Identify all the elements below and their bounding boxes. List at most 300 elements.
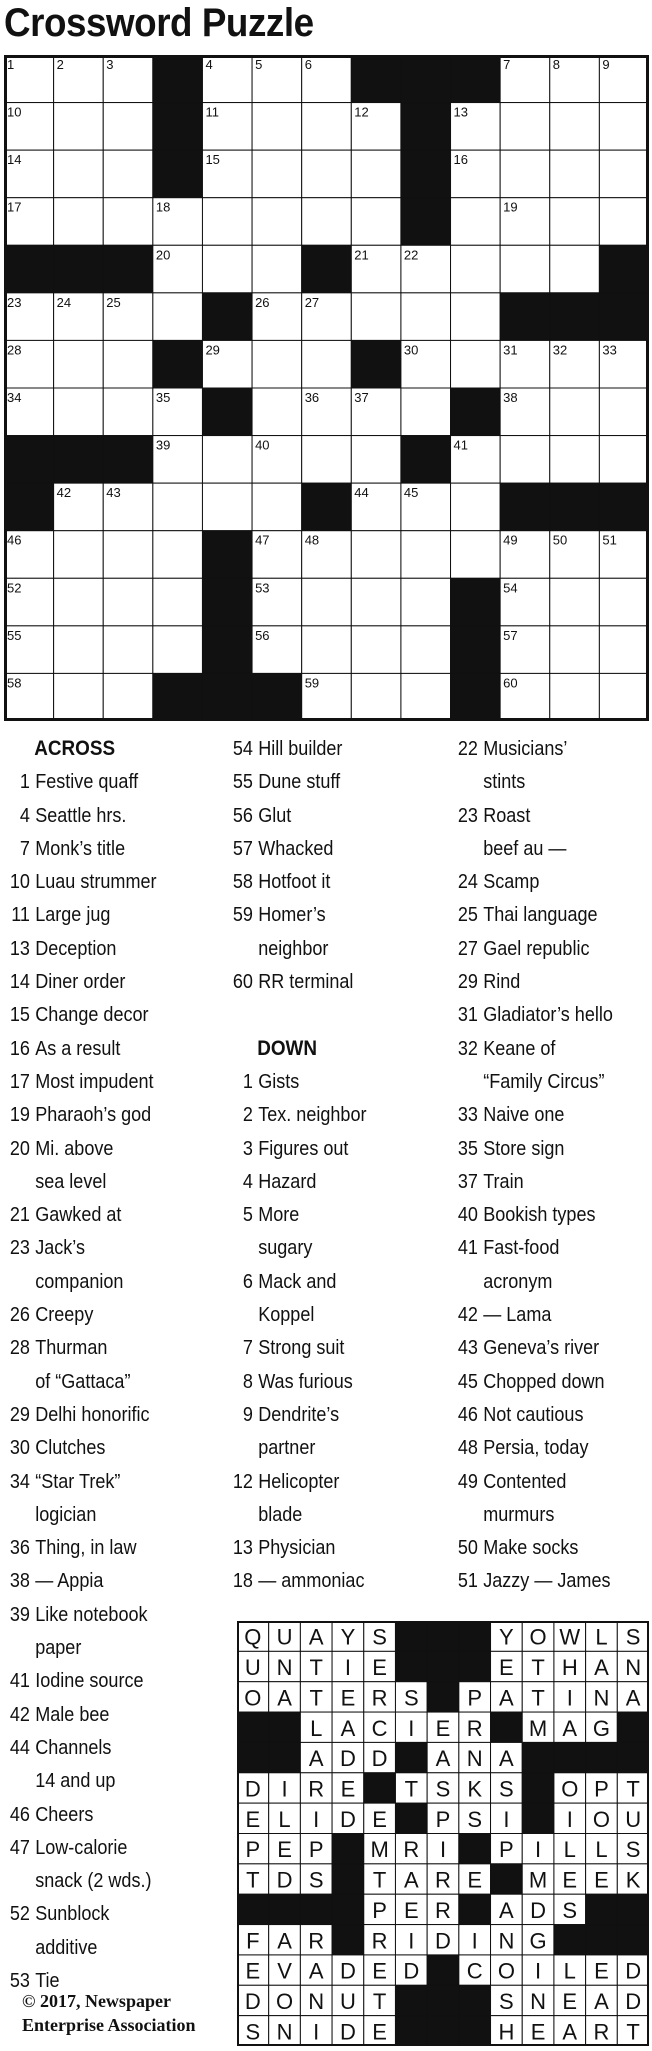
solution-letter: T — [404, 1776, 419, 1802]
solution-letter: E — [372, 1806, 387, 1832]
grid-number: 18 — [155, 199, 171, 215]
solution-cell-black — [617, 1925, 649, 1955]
clue-number: 46 — [457, 1402, 478, 1426]
clue-text: Like notebook — [35, 1602, 148, 1626]
grid-cell[interactable] — [103, 531, 153, 579]
clue-text: “Star Trek” — [35, 1469, 121, 1493]
solution-letter: D — [339, 2019, 356, 2045]
grid-cell[interactable] — [103, 626, 153, 674]
clue-item — [223, 1065, 411, 1098]
grid-cell[interactable] — [351, 531, 401, 579]
solution-cell-black — [617, 1894, 649, 1924]
clue-number: 13 — [232, 1536, 253, 1560]
grid-cell[interactable] — [54, 103, 104, 151]
clue-item — [0, 1664, 188, 1697]
clue-continuation — [0, 1631, 188, 1664]
grid-cell[interactable] — [252, 483, 302, 531]
grid-cell[interactable] — [599, 103, 649, 151]
clue-text: of “Gattaca” — [35, 1369, 131, 1393]
grid-number: 58 — [7, 675, 22, 691]
grid-cell[interactable] — [351, 198, 401, 246]
clue-column-3 — [448, 732, 652, 1598]
clue-item — [0, 1598, 188, 1631]
solution-cell-black — [427, 1621, 459, 1651]
solution-letter: D — [371, 1746, 388, 1772]
grid-cell[interactable] — [351, 436, 401, 484]
clue-text: logician — [35, 1502, 97, 1526]
grid-cell[interactable] — [153, 293, 203, 341]
grid-cell[interactable] — [500, 436, 550, 484]
grid-number: 28 — [7, 342, 22, 358]
grid-number: 29 — [205, 342, 220, 358]
clue-number: 25 — [457, 903, 478, 927]
clue-text: additive — [35, 1935, 98, 1959]
clue-text: Naive one — [483, 1103, 565, 1127]
clue-text: Creepy — [35, 1303, 94, 1327]
grid-number: 27 — [304, 294, 320, 310]
clue-number: 1 — [19, 770, 30, 794]
clue-text: Physician — [258, 1536, 336, 1560]
solution-cell-black — [491, 1712, 523, 1742]
grid-cell[interactable] — [103, 388, 153, 436]
solution-letter: D — [435, 1928, 451, 1954]
clue-number: 35 — [457, 1136, 478, 1160]
grid-number: 11 — [205, 104, 219, 120]
solution-cell-black — [554, 1742, 586, 1772]
grid-cell[interactable] — [302, 198, 352, 246]
grid-cell[interactable] — [252, 103, 302, 151]
solution-letter: I — [535, 1837, 542, 1863]
clue-number: 29 — [457, 970, 478, 994]
clue-text: Persia, today — [483, 1436, 589, 1460]
grid-cell-black — [153, 103, 203, 151]
grid-number: 9 — [602, 57, 610, 72]
clue-item — [448, 965, 636, 998]
grid-cell[interactable] — [54, 388, 104, 436]
clue-number: 42 — [9, 1702, 30, 1726]
grid-cell[interactable] — [351, 293, 401, 341]
grid-cell[interactable] — [103, 673, 153, 721]
grid-number: 10 — [7, 104, 22, 120]
clue-text: Make socks — [483, 1536, 579, 1560]
solution-letter: R — [308, 1776, 325, 1802]
grid-number: 38 — [503, 390, 518, 405]
clue-number: 50 — [457, 1536, 478, 1560]
grid-cell[interactable] — [351, 673, 401, 721]
grid-cell[interactable] — [401, 388, 451, 436]
grid-cell[interactable] — [550, 245, 600, 293]
clue-item — [0, 998, 188, 1031]
solution-letter: G — [529, 1928, 547, 1954]
clue-item — [0, 799, 188, 832]
solution-letter: E — [245, 1806, 261, 1832]
solution-letter: O — [275, 1988, 294, 2014]
solution-letter: D — [403, 1958, 420, 1984]
clue-text: Tex. neighbor — [258, 1103, 367, 1127]
clue-text: Was furious — [258, 1369, 353, 1393]
clue-number: 24 — [457, 870, 478, 894]
grid-cell[interactable] — [451, 483, 501, 531]
clue-number: 19 — [9, 1103, 30, 1127]
solution-cell-black — [332, 1864, 364, 1894]
grid-number: 51 — [602, 532, 617, 548]
grid-number: 25 — [106, 294, 121, 310]
clue-number: 42 — [457, 1303, 478, 1327]
solution-cell-black — [491, 1864, 523, 1894]
grid-number: 49 — [503, 532, 518, 548]
grid-cell[interactable] — [599, 150, 649, 198]
solution-letter: L — [563, 1958, 576, 1984]
clue-number: 45 — [457, 1369, 478, 1393]
clue-number: 30 — [9, 1436, 30, 1460]
solution-letter: Y — [340, 1624, 356, 1650]
clue-number: 26 — [9, 1303, 30, 1327]
solution-letter: D — [276, 1867, 293, 1893]
clue-item — [448, 1465, 636, 1498]
solution-letter: I — [566, 1806, 573, 1832]
clue-number: 28 — [9, 1336, 30, 1360]
clue-item — [448, 1398, 636, 1431]
grid-cell[interactable] — [252, 150, 302, 198]
grid-cell-black — [202, 626, 252, 674]
solution-letter: L — [310, 1715, 323, 1741]
solution-letter: P — [594, 1776, 609, 1802]
clue-text: Helicopter — [258, 1469, 340, 1493]
solution-cell-black — [617, 1742, 649, 1772]
solution-letter: T — [372, 1988, 387, 2014]
clue-item — [0, 932, 188, 965]
grid-cell[interactable] — [302, 578, 352, 626]
solution-letter: I — [344, 1655, 351, 1681]
grid-number: 12 — [354, 104, 369, 120]
clue-number: 6 — [242, 1269, 253, 1293]
solution-cell-black — [427, 1985, 459, 2015]
grid-number: 22 — [403, 247, 419, 263]
clue-item — [223, 1531, 411, 1564]
clue-number: 23 — [9, 1236, 30, 1260]
grid-cell[interactable] — [54, 340, 104, 388]
solution-grid-svg — [237, 1621, 649, 2046]
solution-cell-black — [332, 1925, 364, 1955]
clue-number: 59 — [232, 903, 253, 927]
grid-cell[interactable] — [54, 673, 104, 721]
copyright-line: Enterprise Association — [22, 2015, 196, 2035]
grid-number: 42 — [56, 485, 72, 501]
grid-cell-black — [599, 245, 649, 293]
crossword-grid[interactable] — [4, 55, 649, 721]
grid-cell[interactable] — [550, 436, 600, 484]
solution-letter: N — [625, 1655, 642, 1681]
solution-letter: T — [626, 1776, 640, 1802]
clue-item — [448, 1231, 636, 1264]
grid-cell-black — [4, 245, 54, 293]
grid-cell[interactable] — [550, 103, 600, 151]
grid-number: 5 — [255, 57, 263, 72]
solution-letter: T — [246, 1867, 260, 1893]
grid-number: 19 — [503, 199, 518, 215]
grid-cell[interactable] — [54, 150, 104, 198]
grid-cell[interactable] — [202, 483, 252, 531]
grid-number: 3 — [106, 57, 114, 72]
clue-text: Whacked — [258, 836, 334, 860]
grid-cell[interactable] — [302, 103, 352, 151]
clue-continuation — [0, 1498, 188, 1531]
solution-letter: I — [408, 1928, 415, 1954]
grid-cell[interactable] — [302, 340, 352, 388]
solution-cell-black — [617, 1712, 649, 1742]
grid-cell-black — [153, 340, 203, 388]
solution-letter: Y — [499, 1624, 514, 1650]
grid-cell-black — [401, 436, 451, 484]
grid-cell[interactable] — [153, 578, 203, 626]
grid-number: 44 — [354, 485, 369, 501]
clue-text: Channels — [35, 1735, 112, 1759]
solution-grid — [237, 1621, 649, 2046]
solution-letter: N — [466, 1746, 483, 1772]
grid-cell[interactable] — [599, 673, 649, 721]
solution-letter: E — [372, 2019, 387, 2045]
grid-cell-black — [54, 245, 104, 293]
solution-letter: I — [471, 1928, 478, 1954]
grid-cell[interactable] — [451, 245, 501, 293]
solution-letter: E — [372, 1958, 387, 1984]
solution-letter: D — [339, 1746, 356, 1772]
grid-cell[interactable] — [54, 198, 104, 246]
grid-cell[interactable] — [202, 198, 252, 246]
clue-continuation — [448, 1065, 636, 1098]
grid-cell[interactable] — [252, 340, 302, 388]
solution-cell-black — [459, 1651, 491, 1681]
clue-number: 7 — [19, 836, 30, 860]
clue-item — [448, 898, 636, 931]
grid-cell[interactable] — [401, 673, 451, 721]
clue-continuation — [0, 1165, 188, 1198]
clue-text: Gael republic — [483, 936, 590, 960]
solution-letter: I — [408, 1715, 415, 1741]
grid-cell[interactable] — [103, 340, 153, 388]
grid-cell[interactable] — [451, 340, 501, 388]
solution-letter: P — [372, 1897, 387, 1923]
clue-text: Glut — [258, 803, 292, 827]
grid-cell-black — [153, 55, 203, 103]
grid-number: 21 — [354, 247, 369, 263]
solution-cell-black — [237, 1894, 269, 1924]
grid-cell[interactable] — [351, 150, 401, 198]
grid-cell[interactable] — [202, 436, 252, 484]
grid-cell[interactable] — [451, 293, 501, 341]
grid-cell[interactable] — [153, 483, 203, 531]
grid-cell[interactable] — [302, 626, 352, 674]
grid-cell[interactable] — [550, 198, 600, 246]
clue-number: 55 — [232, 770, 253, 794]
grid-cell[interactable] — [252, 198, 302, 246]
clue-item — [0, 1331, 188, 1364]
clue-item — [0, 1098, 188, 1131]
solution-letter: A — [403, 1867, 419, 1893]
clue-text: Sunblock — [35, 1902, 110, 1926]
grid-number: 8 — [552, 57, 561, 72]
clue-item — [0, 1465, 188, 1498]
solution-letter: I — [439, 1837, 447, 1863]
clue-item — [0, 1298, 188, 1331]
crossword-grid-svg[interactable] — [4, 55, 649, 721]
grid-cell-black — [401, 55, 451, 103]
clue-item — [223, 865, 411, 898]
solution-letter: Q — [244, 1624, 262, 1650]
grid-cell[interactable] — [599, 198, 649, 246]
solution-letter: S — [372, 1624, 387, 1650]
solution-letter: R — [593, 2019, 610, 2045]
grid-cell[interactable] — [451, 198, 501, 246]
grid-cell[interactable] — [103, 578, 153, 626]
grid-cell-black — [202, 531, 252, 579]
clue-item — [448, 1331, 636, 1364]
solution-letter: H — [561, 1655, 578, 1681]
solution-letter: T — [309, 1685, 323, 1711]
grid-cell-black — [451, 578, 501, 626]
grid-cell[interactable] — [54, 578, 104, 626]
solution-letter: I — [566, 1685, 573, 1711]
solution-letter: R — [371, 1685, 388, 1711]
solution-letter: A — [435, 1746, 451, 1772]
grid-cell-black — [451, 626, 501, 674]
clue-text: murmurs — [483, 1502, 555, 1526]
clue-text: Bookish types — [483, 1203, 596, 1227]
grid-number: 59 — [304, 675, 320, 691]
clue-item — [448, 932, 636, 965]
clue-item — [0, 1198, 188, 1231]
clue-text: As a result — [35, 1036, 121, 1060]
solution-letter: E — [594, 1958, 609, 1984]
solution-cell-black — [427, 1651, 459, 1681]
grid-cell[interactable] — [451, 531, 501, 579]
solution-cell-black — [522, 1773, 554, 1803]
clue-number: 14 — [9, 970, 30, 994]
solution-letter: T — [309, 1655, 323, 1681]
grid-cell[interactable] — [153, 531, 203, 579]
clue-text: RR terminal — [258, 970, 354, 994]
clue-text: Festive quaff — [35, 770, 139, 794]
clue-text: sea level — [35, 1169, 107, 1193]
grid-cell[interactable] — [252, 388, 302, 436]
grid-cell-black — [252, 673, 302, 721]
grid-cell[interactable] — [252, 245, 302, 293]
grid-cell-black — [351, 55, 401, 103]
solution-letter: E — [562, 1988, 578, 2014]
clue-text: Cheers — [35, 1802, 94, 1826]
solution-letter: E — [277, 1837, 292, 1863]
solution-letter: A — [308, 1958, 324, 1984]
grid-cell[interactable] — [351, 578, 401, 626]
grid-cell-black — [401, 150, 451, 198]
clue-text: Delhi honorific — [35, 1402, 150, 1426]
clue-number: 54 — [232, 737, 253, 760]
solution-letter: O — [244, 1685, 262, 1711]
grid-cell[interactable] — [500, 150, 550, 198]
grid-cell-black — [599, 293, 649, 341]
grid-cell[interactable] — [401, 531, 451, 579]
solution-cell-black — [427, 1955, 459, 1985]
solution-letter: O — [529, 1624, 547, 1650]
grid-cell-black — [4, 436, 54, 484]
grid-cell[interactable] — [302, 150, 352, 198]
grid-cell[interactable] — [351, 626, 401, 674]
clue-text: acronym — [483, 1269, 553, 1293]
grid-cell[interactable] — [54, 531, 104, 579]
grid-cell[interactable] — [103, 103, 153, 151]
grid-cell[interactable] — [599, 626, 649, 674]
grid-cell[interactable] — [550, 626, 600, 674]
solution-letter: L — [595, 1837, 608, 1863]
clue-continuation — [223, 1498, 411, 1531]
grid-number: 14 — [7, 152, 22, 168]
clue-text: Luau strummer — [35, 870, 157, 894]
solution-letter: S — [499, 1988, 514, 2014]
grid-cell[interactable] — [153, 626, 203, 674]
clue-item — [223, 1265, 411, 1298]
clue-text: Large jug — [35, 903, 111, 927]
solution-letter: N — [498, 1928, 515, 1954]
grid-cell[interactable] — [550, 388, 600, 436]
grid-cell[interactable] — [401, 626, 451, 674]
solution-letter: T — [531, 1655, 545, 1681]
clue-text: Mack and — [258, 1269, 337, 1293]
solution-letter: T — [626, 2019, 640, 2045]
clue-text: Clutches — [35, 1436, 106, 1460]
grid-cell[interactable] — [401, 578, 451, 626]
solution-cell-black — [522, 1803, 554, 1833]
grid-cell-black — [302, 245, 352, 293]
solution-cell-black — [395, 1803, 427, 1833]
solution-letter: N — [276, 2019, 293, 2045]
clue-text: Tie — [35, 1968, 60, 1992]
clue-item — [223, 1331, 411, 1364]
clue-number: 12 — [232, 1469, 253, 1493]
clue-number: 41 — [9, 1669, 30, 1693]
grid-number: 57 — [503, 627, 518, 643]
grid-cell[interactable] — [500, 245, 550, 293]
solution-letter: I — [535, 1958, 542, 1984]
grid-cell[interactable] — [54, 626, 104, 674]
clue-number: 27 — [457, 936, 478, 960]
grid-cell[interactable] — [599, 388, 649, 436]
grid-cell[interactable] — [599, 436, 649, 484]
grid-cell[interactable] — [550, 578, 600, 626]
grid-cell[interactable] — [103, 150, 153, 198]
clue-text: Train — [483, 1169, 524, 1193]
grid-number: 20 — [155, 247, 171, 263]
grid-cell[interactable] — [202, 245, 252, 293]
grid-cell[interactable] — [500, 103, 550, 151]
clue-number: 4 — [19, 803, 30, 827]
grid-cell[interactable] — [401, 293, 451, 341]
clue-text: Contented — [483, 1469, 567, 1493]
grid-cell[interactable] — [550, 150, 600, 198]
grid-cell[interactable] — [103, 198, 153, 246]
solution-letter: K — [625, 1867, 641, 1893]
grid-number: 50 — [552, 532, 568, 548]
solution-letter: E — [340, 1685, 356, 1711]
solution-letter: I — [313, 1806, 320, 1832]
grid-cell-black — [599, 483, 649, 531]
grid-cell[interactable] — [550, 673, 600, 721]
clue-text: 14 and up — [35, 1769, 116, 1793]
grid-cell[interactable] — [302, 436, 352, 484]
solution-letter: S — [562, 1897, 578, 1923]
grid-cell[interactable] — [599, 578, 649, 626]
solution-letter: R — [308, 1928, 325, 1954]
solution-letter: D — [339, 1806, 356, 1832]
